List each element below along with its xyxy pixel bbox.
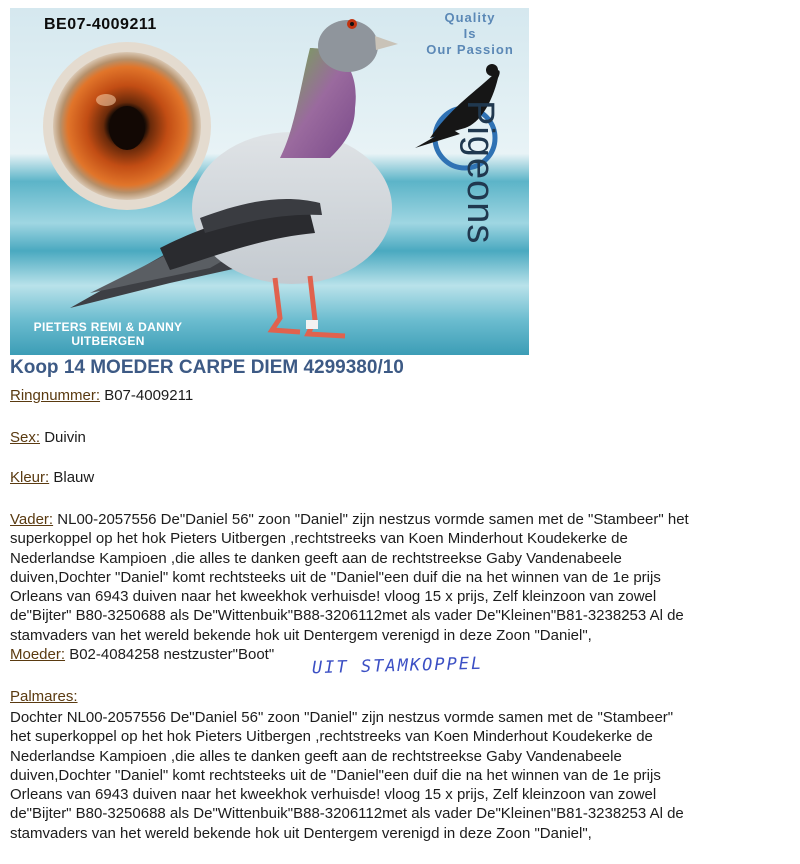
banner-ring-code: BE07-4009211 [44, 16, 157, 33]
ring-label: Ringnummer: [10, 387, 101, 404]
father-text-1: NL00-2057556 De"Daniel 56" zoon "Daniel" zijn nestzus vormde samen met de "Stambeer" het [57, 511, 689, 528]
palmares-text-2: het superkoppel op het hok Pieters Uitbergen ,rechtstreeks van Koen Minderhout Koudekerke de [10, 728, 653, 746]
color-value: Blauw [53, 469, 95, 486]
ring-value: B07-4009211 [104, 387, 194, 404]
banner-tagline [414, 10, 526, 58]
color-row [10, 469, 94, 486]
mother-label: Moeder: [10, 646, 66, 664]
father-text-5: Orleans van 6943 duiven naar het kweekhok verhuisde! vloog 15 x prijs, Zelf kleinzoon van zowel [10, 588, 657, 606]
father-label: Vader: [10, 511, 54, 528]
palmares-label: Palmares: [10, 688, 78, 705]
sex-row [10, 429, 86, 446]
palmares-text-5: Orleans van 6943 duiven naar het kweekhok verhuisde! vloog 15 x prijs, Zelf kleinzoon van zowel [10, 786, 657, 804]
palmares-heading [10, 688, 78, 705]
handwritten-note: UIT STAMKOPPEL [311, 653, 484, 679]
palmares-section [10, 708, 798, 843]
palmares-text-4: duiven,Dochter "Daniel" komt rechtsteeks uit de "Daniel"een duif die na het winnen van de 1e prijs [10, 766, 661, 784]
father-text-6: de"Bijter" B80-3250688 als De"Wittenbuik"B88-3206112met als vader De"Kleinen"B81-3238253 Al de [10, 607, 684, 625]
sex-value: Duivin [44, 429, 86, 446]
banner-owner [18, 320, 198, 348]
ring-row [10, 387, 193, 404]
father-text-7: stamvaders van het wereld bekende hok uit Dentergem verenigd in deze Zoon "Daniel", [10, 626, 592, 644]
owner-location: UITBERGEN [71, 334, 145, 348]
tagline-line-3: Our Passion [426, 42, 514, 57]
brand-wordmark [428, 100, 508, 340]
palmares-text-1: Dochter NL00-2057556 De"Daniel 56" zoon "Daniel" zijn nestzus vormde samen met de "Stambeer" [10, 709, 674, 726]
owner-name: PIETERS REMI & DANNY [33, 320, 183, 334]
father-text-3: Nederlandse Kampioen ,die alles te danken geeft aan de rechtstreekse Gaby Vandenabeele [10, 549, 622, 567]
father-text-4: duiven,Dochter "Daniel" komt rechtsteeks uit de "Daniel"een duif die na het winnen van de 1e prijs [10, 568, 661, 586]
father-section [10, 510, 798, 664]
palmares-text-6: de"Bijter" B80-3250688 als De"Wittenbuik"B88-3206112met als vader De"Kleinen"B81-3238253 Al de [10, 805, 684, 823]
sex-label: Sex: [10, 429, 41, 446]
pigeon-eye-closeup [43, 42, 211, 210]
father-line-1 [10, 510, 798, 529]
brand-word: Pigeons [459, 100, 501, 245]
palmares-text-3: Nederlandse Kampioen ,die alles te danken geeft aan de rechtstreekse Gaby Vandenabeele [10, 747, 622, 765]
mother-value: B02-4084258 nestzuster"Boot" [69, 646, 275, 664]
father-text-2: superkoppel op het hok Pieters Uitbergen ,rechtstreeks van Koen Minderhout Koudekerke de [10, 530, 628, 548]
color-label: Kleur: [10, 469, 50, 486]
tagline-line-1: Quality [444, 10, 496, 25]
palmares-text-7: stamvaders van het wereld bekende hok uit Dentergem verenigd in deze Zoon "Daniel", [10, 824, 592, 842]
page-title: Koop 14 MOEDER CARPE DIEM 4299380/10 [10, 357, 404, 378]
tagline-line-2: Is [463, 26, 477, 41]
